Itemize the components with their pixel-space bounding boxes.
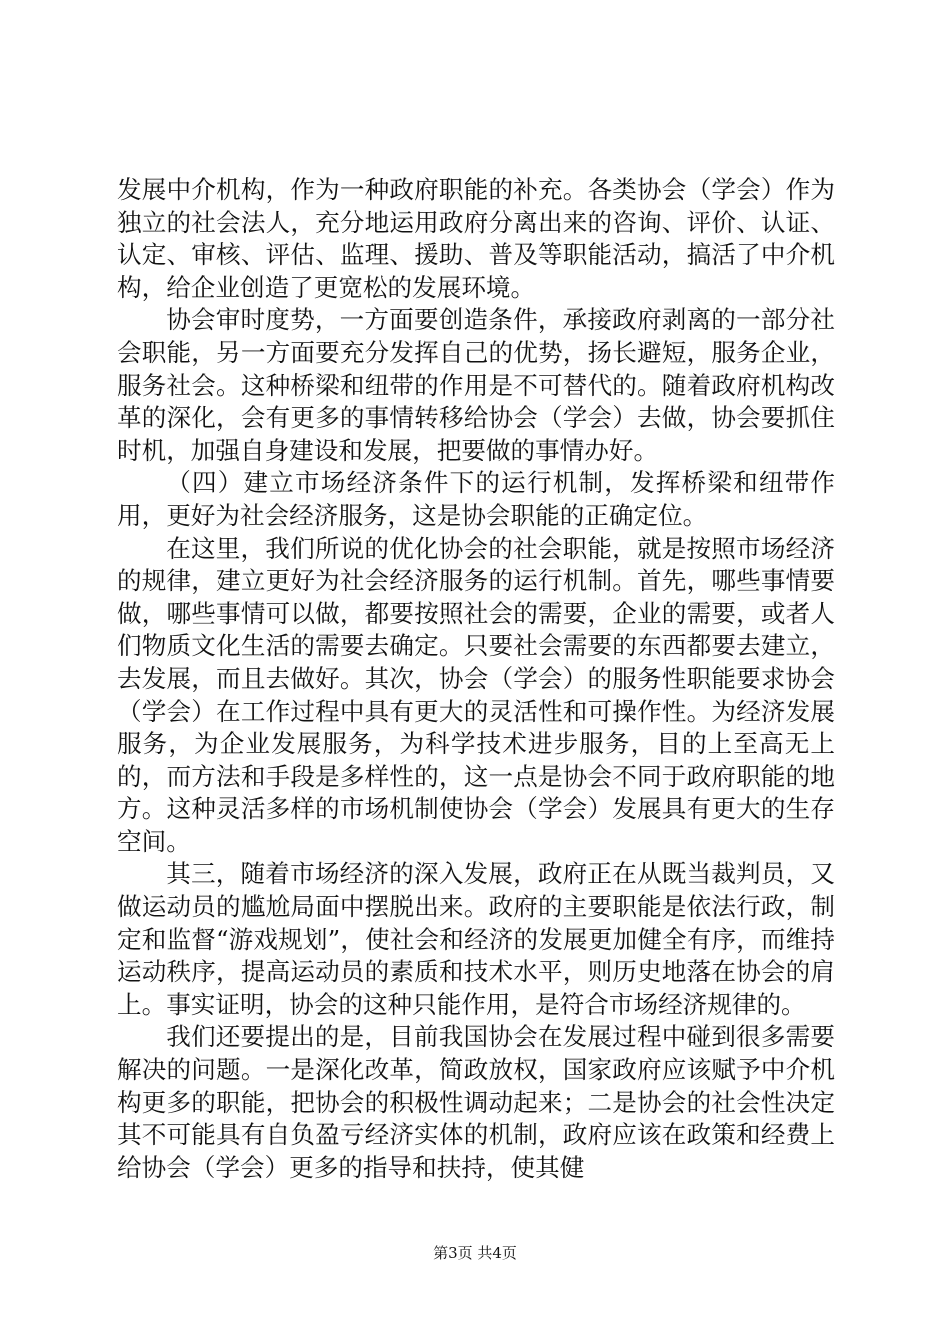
- paragraph-2: 协会审时度势，一方面要创造条件，承接政府剥离的一部分社会职能，另一方面要充分发挥自己的优势，扬长避短，服务企业，服务社会。这种桥梁和纽带的作用是不可替代的。随着政府机构改革的深化，会有更多的事情转移给协会（学会）去做，协会要抓住时机，加强自身建设和发展，把要做的事情办好。: [117, 305, 835, 465]
- paragraph-3: （四）建立市场经济条件下的运行机制，发挥桥梁和纽带作用，更好为社会经济服务，这是协会职能的正确定位。: [117, 468, 835, 530]
- paragraph-6: 我们还要提出的是，目前我国协会在发展过程中碰到很多需要解决的问题。一是深化改革，简政放权，国家政府应该赋予中介机构更多的职能，把协会的积极性调动起来；二是协会的社会性决定其不可能具有自负盈亏经济实体的机制，政府应该在政策和经费上给协会（学会）更多的指导和扶持，使其健: [117, 1022, 835, 1182]
- page-footer: 第3页 共4页: [433, 1244, 517, 1262]
- paragraph-5: 其三，随着市场经济的深入发展，政府正在从既当裁判员，又做运动员的尴尬局面中摆脱出来。政府的主要职能是依法行政，制定和监督“游戏规划”，使社会和经济的发展更加健全有序，而维持运动秩序，提高运动员的素质和技术水平，则历史地落在协会的肩上。事实证明，协会的这种只能作用，是符合市场经济规律的。: [117, 859, 835, 1019]
- paragraph-4: 在这里，我们所说的优化协会的社会职能，就是按照市场经济的规律，建立更好为社会经济服务的运行机制。首先，哪些事情要做，哪些事情可以做，都要按照社会的需要，企业的需要，或者人们物质文化生活的需要去确定。只要社会需要的东西都要去建立，去发展，而且去做好。其次，协会（学会）的服务性职能要求协会（学会）在工作过程中具有更大的灵活性和可操作性。为经济发展服务，为企业发展服务，为科学技术进步服务，目的上至高无上的，而方法和手段是多样性的，这一点是协会不同于政府职能的地方。这种灵活多样的市场机制使协会（学会）发展具有更大的生存空间。: [117, 533, 835, 856]
- paragraph-1: 发展中介机构，作为一种政府职能的补充。各类协会（学会）作为独立的社会法人，充分地运用政府分离出来的咨询、评价、认证、认定、审核、评估、监理、援助、普及等职能活动，搞活了中介机构，给企业创造了更宽松的发展环境。: [117, 175, 835, 302]
- document-body: [117, 174, 835, 1184]
